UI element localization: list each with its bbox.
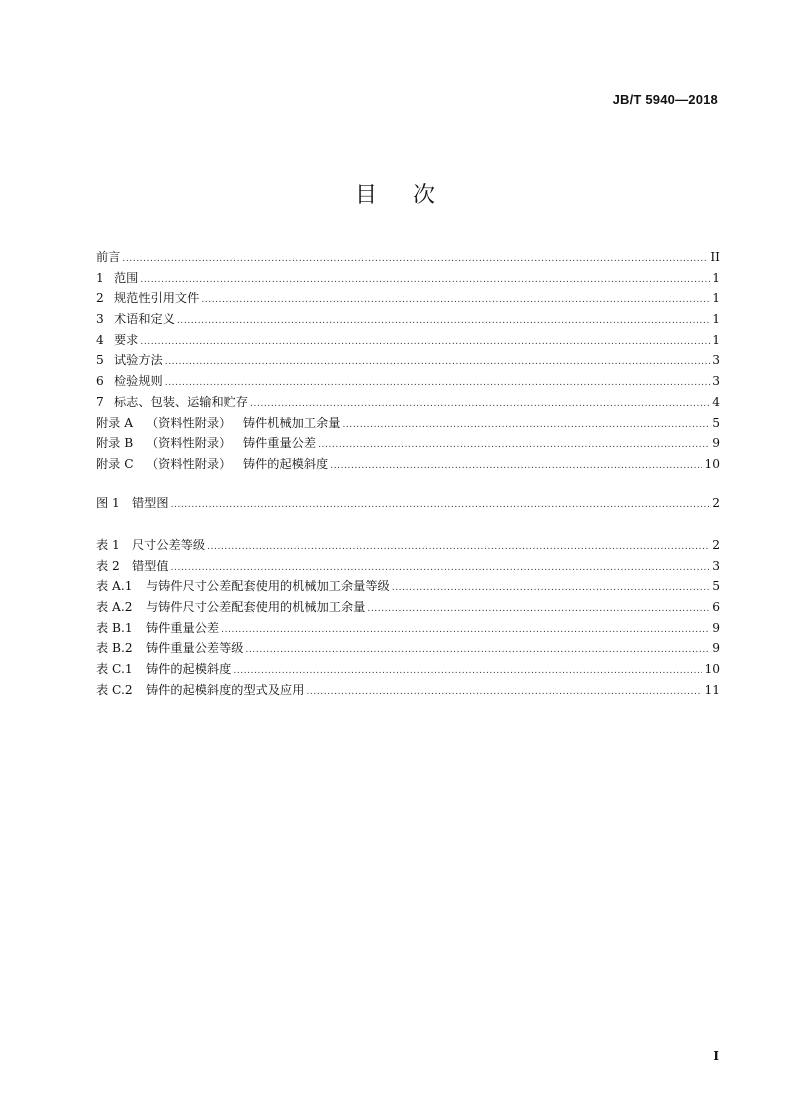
toc-entry-label: （资料性附录） 铸件机械加工余量: [146, 415, 341, 430]
page-title: [0, 178, 792, 209]
toc-entry-table-b2[interactable]: [96, 639, 720, 660]
toc-entry-number: 表 C.1: [96, 662, 133, 677]
toc-entry-number: 2: [96, 291, 104, 306]
toc-entry-page: 5: [712, 415, 720, 430]
toc-entry-page: 9: [712, 620, 720, 635]
leader-dots: [122, 254, 708, 264]
toc-entry-chapter-2[interactable]: [96, 289, 720, 310]
toc-entry-page: 6: [712, 600, 720, 615]
toc-entry-annex-b[interactable]: [96, 434, 720, 455]
leader-dots: [318, 440, 710, 450]
toc-entry-number: 表 C.2: [96, 682, 133, 697]
toc-entry-label: 尺寸公差等级: [132, 538, 206, 552]
toc-entry-page: 3: [712, 374, 720, 389]
leader-dots: [250, 399, 710, 409]
title-char-1: 目: [354, 183, 379, 208]
toc-tables: [96, 536, 720, 702]
leader-dots: [140, 337, 710, 347]
toc-entry-number: 表 B.1: [96, 620, 133, 635]
toc-entry-page: 5: [712, 579, 720, 594]
toc-entry-label: 与铸件尺寸公差配套使用的机械加工余量: [146, 600, 366, 615]
toc-entry-page: 11: [704, 682, 720, 697]
toc-entry-table-a1[interactable]: [96, 577, 720, 598]
toc-entry-number: 表 A.2: [96, 600, 133, 615]
toc-entry-figure-1[interactable]: [96, 494, 720, 515]
toc-entry-table-c1[interactable]: [96, 660, 720, 681]
leader-dots: [171, 563, 711, 573]
toc-entry-number: 图 1: [96, 496, 120, 510]
toc-entry-table-2[interactable]: [96, 557, 720, 578]
toc-entry-annex-a[interactable]: [96, 414, 720, 435]
leader-dots: [392, 583, 710, 593]
toc-entry-number: 表 A.1: [96, 579, 133, 594]
leader-dots: [367, 604, 710, 614]
toc-entry-page: 10: [704, 456, 720, 471]
toc-entry-label: 错型图: [132, 496, 169, 510]
toc-entry-page: 3: [712, 558, 720, 573]
toc-entry-label: 范围: [114, 270, 139, 285]
toc-entry-number: 表 1: [96, 538, 120, 552]
toc-entry-number: 3: [96, 312, 104, 327]
toc-entry-number: 5: [96, 353, 104, 368]
toc-entry-number: 附录 C: [96, 456, 134, 471]
toc-entry-page: 1: [712, 312, 720, 327]
leader-dots: [201, 295, 710, 305]
toc-entry-number: 1: [96, 270, 104, 285]
toc-entry-chapter-3[interactable]: [96, 310, 720, 331]
toc-entry-label: 铸件的起模斜度: [146, 662, 232, 677]
toc-entry-table-1[interactable]: [96, 536, 720, 557]
toc-entry-page: 1: [712, 270, 720, 285]
leader-dots: [330, 461, 702, 471]
toc-entry-label: （资料性附录） 铸件重量公差: [146, 436, 317, 451]
toc-entry-annex-c[interactable]: [96, 455, 720, 476]
toc-entry-label: 错型值: [132, 558, 169, 573]
toc-entry-label: 检验规则: [114, 374, 163, 389]
leader-dots: [342, 420, 710, 430]
toc-entry-chapter-6[interactable]: [96, 372, 720, 393]
toc-entry-number: 附录 A: [96, 415, 134, 430]
toc-entry-number: 7: [96, 394, 104, 409]
leader-dots: [306, 687, 702, 697]
toc-entry-page: 10: [704, 662, 720, 677]
toc-entry-table-b1[interactable]: [96, 619, 720, 640]
leader-dots: [171, 500, 711, 510]
toc-entry-label: 铸件重量公差等级: [146, 641, 244, 656]
toc-entry-page: 1: [712, 332, 720, 347]
toc-entry-page: 3: [712, 353, 720, 368]
toc-entry-chapter-4[interactable]: [96, 331, 720, 352]
toc-entry-number: 6: [96, 374, 104, 389]
toc-chapters: [96, 248, 720, 476]
toc-entry-label: 要求: [114, 332, 139, 347]
toc-entry-page: 9: [712, 436, 720, 451]
toc-entry-chapter-1[interactable]: [96, 269, 720, 290]
leader-dots: [140, 275, 710, 285]
toc-entry-label: （资料性附录） 铸件的起模斜度: [146, 456, 329, 471]
toc-entry-label: 铸件的起模斜度的型式及应用: [146, 682, 305, 697]
toc-entry-page: 4: [712, 394, 720, 409]
toc-entry-label: 术语和定义: [114, 312, 175, 327]
leader-dots: [233, 666, 702, 676]
toc-entry-page: 2: [712, 496, 720, 510]
toc-entry-number: 4: [96, 332, 104, 347]
toc-entry-label: 试验方法: [114, 353, 163, 368]
toc-entry-label: 前言: [96, 250, 121, 264]
toc-entry-number: 附录 B: [96, 436, 134, 451]
leader-dots: [246, 645, 711, 655]
toc-entry-page: II: [710, 250, 720, 264]
toc-entry-page: 9: [712, 641, 720, 656]
title-char-2: 次: [413, 183, 438, 208]
toc-entry-page: 2: [712, 538, 720, 552]
leader-dots: [165, 357, 710, 367]
toc-entry-table-c2[interactable]: [96, 681, 720, 702]
toc-entry-label: 标志、包装、运输和贮存: [114, 394, 249, 409]
standard-code: JB/T 5940—2018: [612, 92, 718, 107]
toc-entry-label: 铸件重量公差: [146, 620, 220, 635]
toc-entry-number: 表 2: [96, 558, 120, 573]
toc-entry-chapter-5[interactable]: [96, 351, 720, 372]
leader-dots: [207, 542, 710, 552]
toc-entry-label: 与铸件尺寸公差配套使用的机械加工余量等级: [146, 579, 390, 594]
toc-entry-chapter-7[interactable]: [96, 393, 720, 414]
toc-entry-page: 1: [712, 291, 720, 306]
toc-entry-number: 表 B.2: [96, 641, 133, 656]
leader-dots: [177, 316, 710, 326]
toc-figures: [96, 494, 720, 515]
leader-dots: [165, 378, 710, 388]
toc-entry-table-a2[interactable]: [96, 598, 720, 619]
leader-dots: [221, 625, 710, 635]
page-number: I: [713, 1049, 719, 1063]
toc-entry-foreword[interactable]: [96, 248, 720, 269]
toc-entry-label: 规范性引用文件: [114, 291, 200, 306]
